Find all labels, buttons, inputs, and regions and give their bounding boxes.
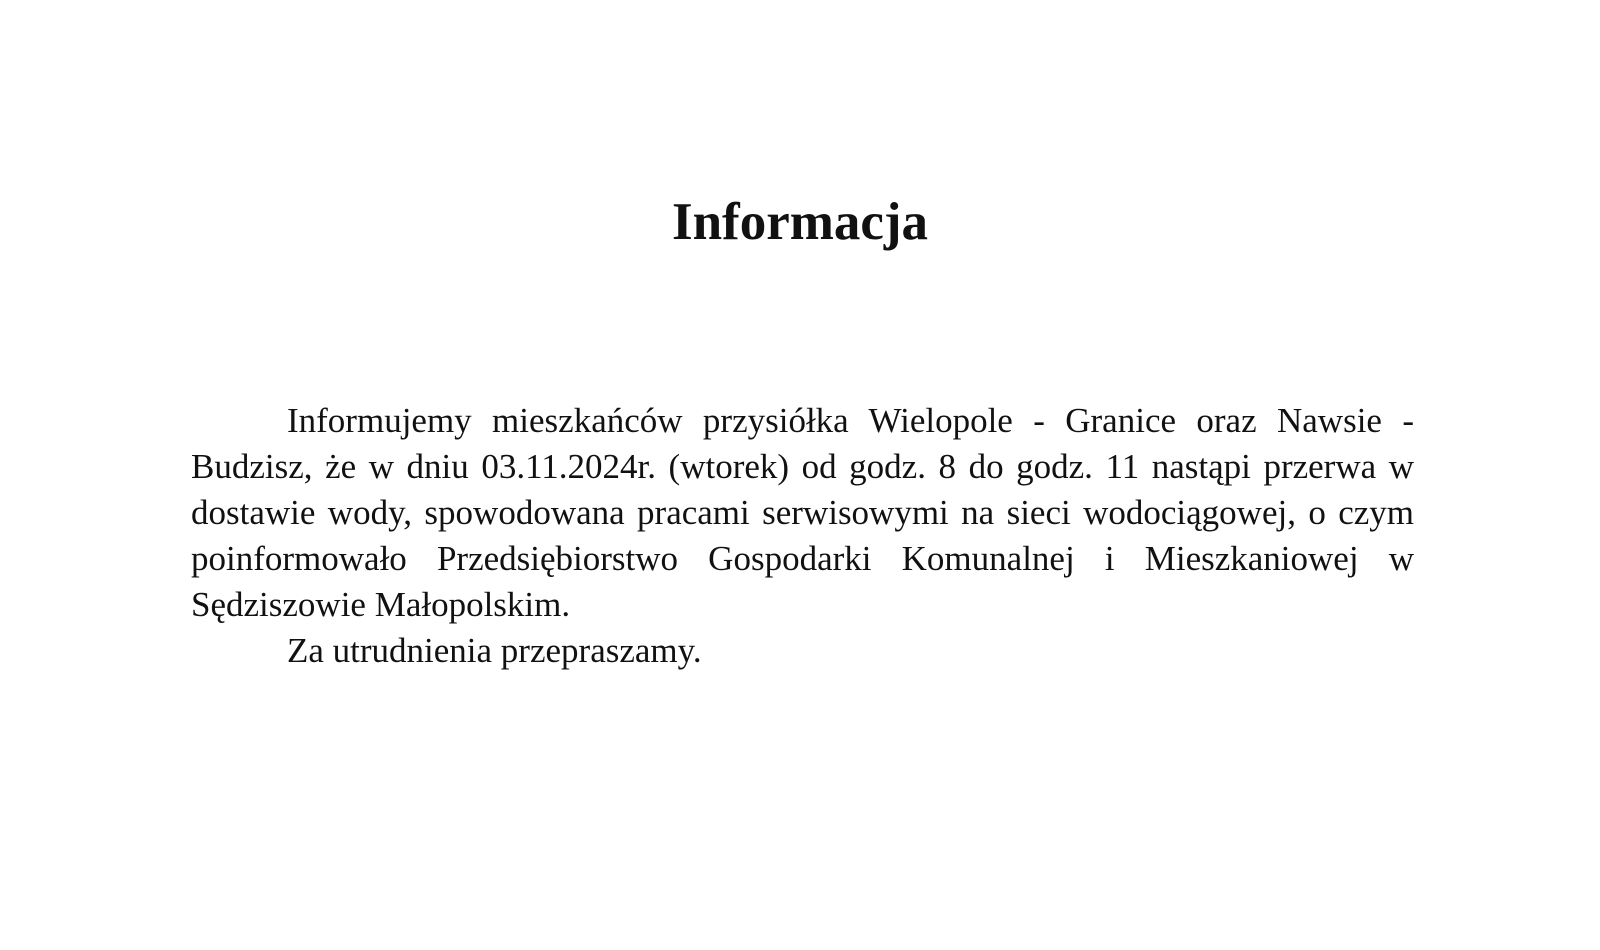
announcement-paragraph: Informujemy mieszkańców przysiółka Wielopole - Granice oraz Nawsie - Budzisz, że w dniu 03.11.2024r. (wtorek) od godz. 8 do godz. 11 nastąpi przerwa w dostawie wody, spowodowana pracami serwisowymi na sieci wodociągowej, o czym poinformowało Przedsiębiorstwo Gospodarki Komunalnej i Mieszkaniowej w Sędziszowie Małopolskim. bbox=[191, 401, 1414, 624]
closing-line: Za utrudnienia przepraszamy. bbox=[287, 631, 702, 670]
document-body bbox=[191, 398, 1414, 674]
document-title: Informacja bbox=[671, 193, 929, 251]
